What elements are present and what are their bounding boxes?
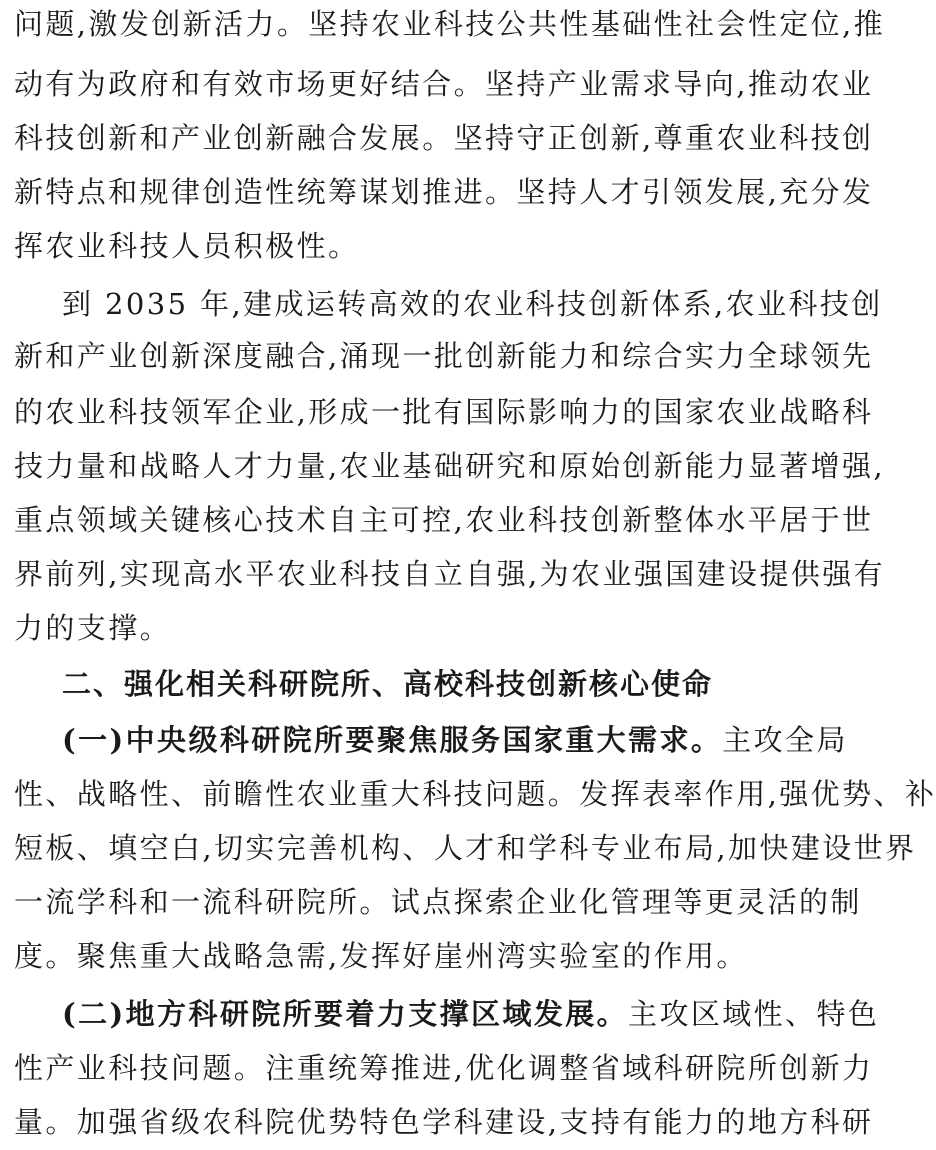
subsection-text: 主攻全局 bbox=[722, 723, 848, 757]
paragraph-line: 新和产业创新深度融合,涌现一批创新能力和综合实力全球领先 bbox=[14, 339, 874, 373]
paragraph-line: 的农业科技领军企业,形成一批有国际影响力的国家农业战略科 bbox=[14, 395, 874, 429]
subsection-text: 主攻区域性、特色 bbox=[628, 997, 880, 1031]
paragraph-line: 度。聚焦重大战略急需,发挥好崖州湾实验室的作用。 bbox=[14, 939, 748, 973]
paragraph-first-line: 到 2035 年,建成运转高效的农业科技创新体系,农业科技创 bbox=[62, 287, 883, 321]
subsection-title: (二)地方科研院所要着力支撑区域发展。 bbox=[62, 997, 629, 1031]
paragraph-line: 新特点和规律创造性统筹谋划推进。坚持人才引领发展,充分发 bbox=[14, 175, 874, 209]
paragraph-line: 力的支撑。 bbox=[14, 611, 172, 645]
subsection-heading bbox=[62, 720, 848, 760]
paragraph-line: 问题,激发创新活力。坚持农业科技公共性基础性社会性定位,推 bbox=[14, 7, 886, 41]
paragraph-line: 一流学科和一流科研院所。试点探索企业化管理等更灵活的制 bbox=[14, 885, 862, 919]
subsection-title: (一)中央级科研院所要聚焦服务国家重大需求。 bbox=[62, 723, 723, 757]
section-heading: 二、强化相关科研院所、高校科技创新核心使命 bbox=[62, 667, 714, 701]
paragraph-line: 界前列,实现高水平农业科技自立自强,为农业强国建设提供强有 bbox=[14, 557, 886, 591]
paragraph-line: 量。加强省级农科院优势特色学科建设,支持有能力的地方科研 bbox=[14, 1105, 874, 1139]
paragraph-line: 科技创新和产业创新融合发展。坚持守正创新,尊重农业科技创 bbox=[14, 121, 874, 155]
paragraph-line: 挥农业科技人员积极性。 bbox=[14, 229, 360, 263]
paragraph-line: 重点领域关键核心技术自主可控,农业科技创新整体水平居于世 bbox=[14, 503, 874, 537]
paragraph-line: 技力量和战略人才力量,农业基础研究和原始创新能力显著增强, bbox=[14, 449, 886, 483]
paragraph-line: 动有为政府和有效市场更好结合。坚持产业需求导向,推动农业 bbox=[14, 67, 874, 101]
paragraph-line: 性、战略性、前瞻性农业重大科技问题。发挥表率作用,强优势、补 bbox=[14, 777, 936, 811]
paragraph-line: 性产业科技问题。注重统筹推进,优化调整省域科研院所创新力 bbox=[14, 1051, 874, 1085]
paragraph-line: 短板、填空白,切实完善机构、人才和学科专业布局,加快建设世界 bbox=[14, 831, 917, 865]
subsection-heading bbox=[62, 994, 880, 1034]
